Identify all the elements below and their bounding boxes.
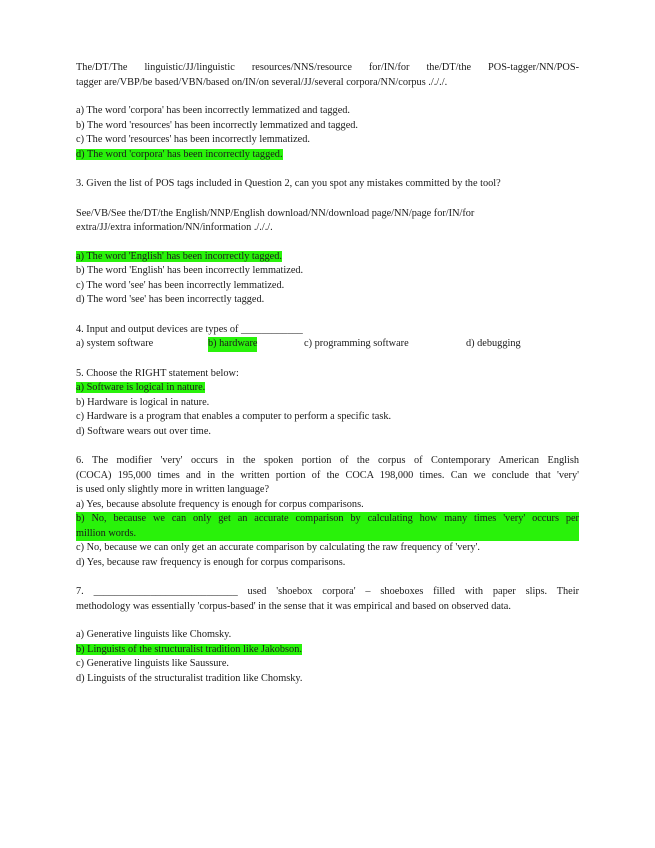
q6-option-c[interactable]: c) No, because we can only get an accurate comparison by calculating the raw frequency of 'very'. <box>76 542 480 553</box>
q5-question: 5. Choose the RIGHT statement below: <box>76 367 239 379</box>
q6-option-b-line: b) No, because we can only get an accurate comparison by calculating how many times 'very' occurs per <box>76 513 579 524</box>
q2-option-b[interactable]: b) The word 'resources' has been incorrectly lemmatized and tagged. <box>76 119 358 131</box>
q7-options <box>76 628 579 686</box>
q2-option-d-highlighted[interactable]: d) The word 'corpora' has been incorrectly tagged. <box>76 148 283 160</box>
q6-option-d[interactable]: d) Yes, because raw frequency is enough for corpus comparisons. <box>76 556 346 568</box>
q5-option-c[interactable]: c) Hardware is a program that enables a computer to perform a specific task. <box>76 411 392 422</box>
q5-option-d[interactable]: d) Software wears out over time. <box>76 425 211 437</box>
quiz-page <box>76 61 579 686</box>
q4-option-c[interactable]: c) programming software <box>304 338 409 349</box>
q3-option-b[interactable]: b) The word 'English' has been incorrectly lemmatized. <box>76 265 304 276</box>
q3-option-d[interactable]: d) The word 'see' has been incorrectly tagged. <box>76 294 265 305</box>
q2-tagged-sentence <box>76 61 579 90</box>
q4-options <box>76 337 579 352</box>
q2-option-a[interactable]: a) The word 'corpora' has been incorrectly lemmatized and tagged. <box>76 105 350 116</box>
q3-option-a-highlighted[interactable]: a) The word 'English' has been incorrectly tagged. <box>76 250 282 262</box>
q3-option-c[interactable]: c) The word 'see' has been incorrectly lemmatized. <box>76 279 285 291</box>
q7-question-line: methodology was essentially 'corpus-based' in the sense that it was empirical and based on observed data. <box>76 600 511 612</box>
tagged-sentence-line: tagger are/VBP/be based/VBN/based on/IN/on several/JJ/several corpora/NN/corpus ./././. <box>76 76 448 88</box>
q4-question: 4. Input and output devices are types of ____________ <box>76 323 303 335</box>
q5-option-a-highlighted[interactable]: a) Software is logical in nature. <box>76 382 206 393</box>
q6-question-line: 6. The modifier 'very' occurs in the spoken portion of the corpus of Contemporary American English <box>76 455 579 466</box>
q2-options <box>76 104 579 162</box>
q3-tagged-sentence <box>76 207 579 236</box>
q3-question: 3. Given the list of POS tags included in Question 2, can you spot any mistakes committed by the tool? <box>76 178 501 189</box>
q7-option-d[interactable]: d) Linguists of the structuralist tradition like Chomsky. <box>76 672 303 684</box>
q7-option-b-highlighted[interactable]: b) Linguists of the structuralist tradition like Jakobson. <box>76 643 302 655</box>
q6-question-line: (COCA) 195,000 times and in the written portion of the COCA 198,000 times. Can we conclude that 'very' <box>76 469 579 481</box>
q4-option-b-highlighted[interactable]: b) hardware <box>208 337 257 352</box>
tagged-sentence-line: The/DT/The linguistic/JJ/linguistic resources/NNS/resource for/IN/for the/DT/the POS-tagger/NN/POS- <box>76 62 579 73</box>
q7-option-a[interactable]: a) Generative linguists like Chomsky. <box>76 629 232 640</box>
q6-option-b-line: million words. <box>76 527 137 539</box>
tagged-sentence-line: extra/JJ/extra information/NN/information ./././. <box>76 222 273 233</box>
q7-option-c[interactable]: c) Generative linguists like Saussure. <box>76 658 229 669</box>
q4-option-d[interactable]: d) debugging <box>466 338 521 349</box>
q2-option-c[interactable]: c) The word 'resources' has been incorrectly lemmatized. <box>76 134 310 145</box>
q7-question-line: 7. ____________________________ used 'shoebox corpora' – shoeboxes filled with paper slips. Their <box>76 586 579 597</box>
q6-option-b-highlighted[interactable] <box>76 512 579 541</box>
q5-option-b[interactable]: b) Hardware is logical in nature. <box>76 396 210 408</box>
tagged-sentence-line: See/VB/See the/DT/the English/NNP/English download/NN/download page/NN/page for/IN/for <box>76 207 475 219</box>
q4-option-a[interactable]: a) system software <box>76 338 154 349</box>
q3-options <box>76 250 579 308</box>
q6-option-a[interactable]: a) Yes, because absolute frequency is enough for corpus comparisons. <box>76 498 364 510</box>
q6-question-line: is used only slightly more in written language? <box>76 484 270 495</box>
